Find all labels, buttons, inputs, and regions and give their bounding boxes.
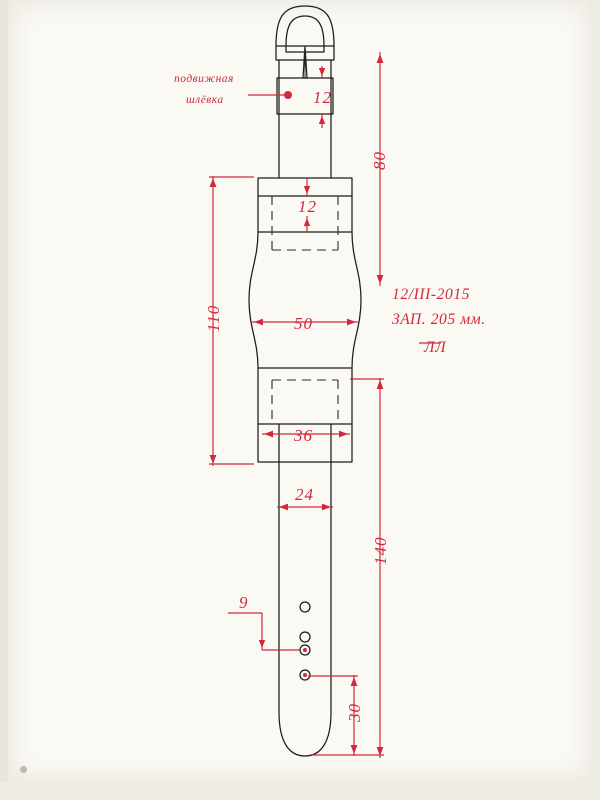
dim-tip-length [308,675,384,756]
lower-strap-group [279,424,331,756]
dim-80-arrowhead-top [377,54,384,63]
buckle-group [276,6,334,78]
dim-12-top-arrowhead-down [319,116,325,124]
keeper-label-line1: подвижная [174,73,234,85]
dim-110-arrowhead-bottom [210,455,217,464]
dim-30-arrowhead-bottom [351,745,358,754]
dim-110-arrowhead-top [210,178,217,187]
dim-12-lower-value: 12 [298,197,317,216]
dim-50-arrowhead-right [347,319,356,326]
note-stock: ЗАП. 205 мм. [392,311,486,328]
dim-length-body [204,176,254,466]
dim-keeper-width-lower [298,178,317,232]
dim-80-arrowhead-bottom [377,275,384,284]
note-block [392,286,486,356]
dim-length-bottom [350,378,390,758]
strap-hole-3-marker [303,648,307,652]
dim-36-value: 36 [294,426,313,445]
dim-36-arrowhead-right [339,431,348,438]
keeper-callout [174,73,292,106]
strap-hole-2 [300,632,310,642]
dim-30-arrowhead-top [351,677,358,686]
dim-9-value: 9 [239,593,249,612]
dim-keeper-width-top [313,66,332,128]
dim-140-arrowhead-top [377,380,384,389]
upper-strap-group [277,60,333,178]
keeper-label-line2: шлёвка [186,94,224,106]
dim-12-lower-arrowhead-up [304,186,310,194]
strap-tail-outline [279,424,331,756]
dim-80-value: 80 [370,151,389,170]
dim-width-body [252,314,358,333]
note-date: 12/III-2015 [392,286,471,303]
dim-50-arrowhead-left [254,319,263,326]
keeper-callout-dot [284,91,292,99]
dim-36-arrowhead-left [264,431,273,438]
dim-140-value: 140 [371,536,390,565]
dim-30-value: 30 [345,703,364,722]
dim-50-value: 50 [294,314,313,333]
dim-12-top-value: 12 [313,88,332,107]
dim-width-lower-pad [262,426,350,445]
dim-12-lower-arrowhead-down [304,218,310,226]
note-monogram: ЛЛ [424,339,447,356]
strap-hole-4-marker [303,673,307,677]
dim-length-top [370,52,389,286]
dim-24-arrowhead-right [322,504,331,511]
dim-24-arrowhead-left [279,504,288,511]
dim-hole-offset [228,593,300,650]
dim-110-value: 110 [204,304,223,332]
dim-12-top-arrowhead-up [319,68,325,76]
dim-9-arrowhead-up [259,640,265,648]
dim-width-strap [277,485,333,510]
dim-24-value: 24 [295,485,314,504]
strap-hole-1 [300,602,310,612]
